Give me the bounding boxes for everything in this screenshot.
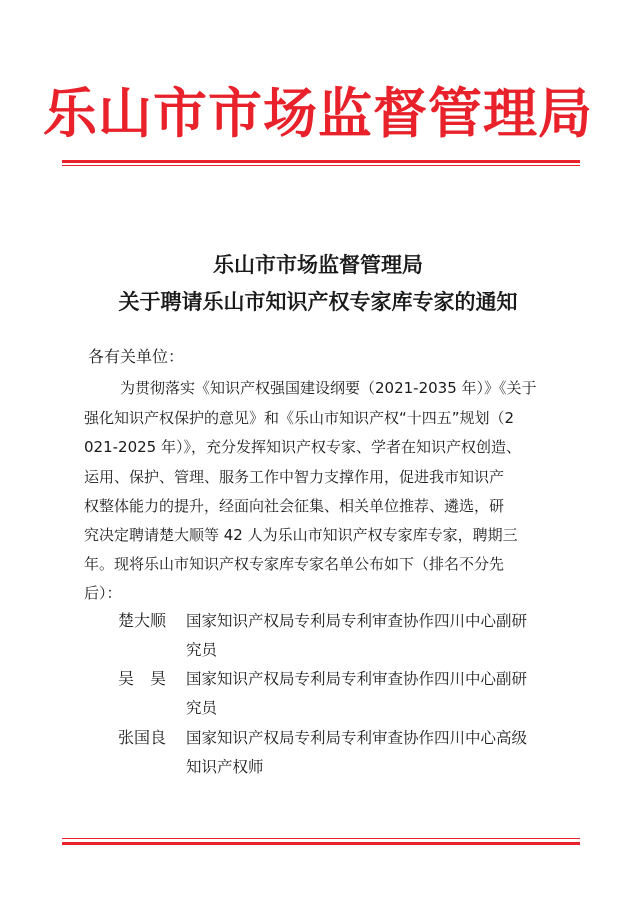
body-line: 为贯彻落实《知识产权强国建设纲要（2021-2035 年）》《关于 (120, 379, 537, 397)
expert-title-continued: 究员 (186, 641, 218, 659)
body-line: 强化知识产权保护的意见》和《乐山市知识产权“十四五”规划（2 (84, 409, 515, 427)
expert-name: 楚大顺 (118, 611, 167, 630)
body-line: 年。现将乐山市知识产权专家库专家名单公布如下（排名不分先 (84, 555, 505, 573)
expert-title: 国家知识产权局专利局专利审查协作四川中心副研 (186, 612, 528, 630)
body-line: 权整体能力的提升，经面向社会征集、相关单位推荐、遴选，研 (84, 497, 505, 515)
greeting: 各有关单位： (88, 347, 185, 366)
notice-title-line2: 关于聘请乐山市知识产权专家库专家的通知 (118, 289, 518, 314)
expert-title: 国家知识产权局专利局专利审查协作四川中心高级 (186, 729, 528, 747)
expert-name: 吴 昊 (118, 669, 167, 688)
expert-name: 张国良 (118, 728, 167, 747)
letterhead-divider-thick (62, 160, 580, 163)
footer-divider-thin (62, 838, 580, 839)
letterhead-org-name: 乐山市市场监督管理局 (43, 81, 593, 145)
expert-title-continued: 究员 (186, 699, 218, 717)
body-line: 运用、保护、管理、服务工作中智力支撑作用，促进我市知识产 (84, 468, 505, 486)
notice-title-line1: 乐山市市场监督管理局 (213, 252, 423, 277)
footer-divider-thick (62, 842, 580, 845)
body-line: 后）： (84, 584, 122, 602)
expert-title-continued: 知识产权师 (186, 758, 264, 776)
body-line: 究决定聘请楚大顺等 42 人为乐山市知识产权专家库专家，聘期三 (84, 526, 518, 544)
body-line: 021-2025 年）》，充分发挥知识产权专家、学者在知识产权创造、 (84, 438, 521, 456)
letterhead-divider-thin (62, 165, 580, 166)
expert-title: 国家知识产权局专利局专利审查协作四川中心副研 (186, 670, 528, 688)
